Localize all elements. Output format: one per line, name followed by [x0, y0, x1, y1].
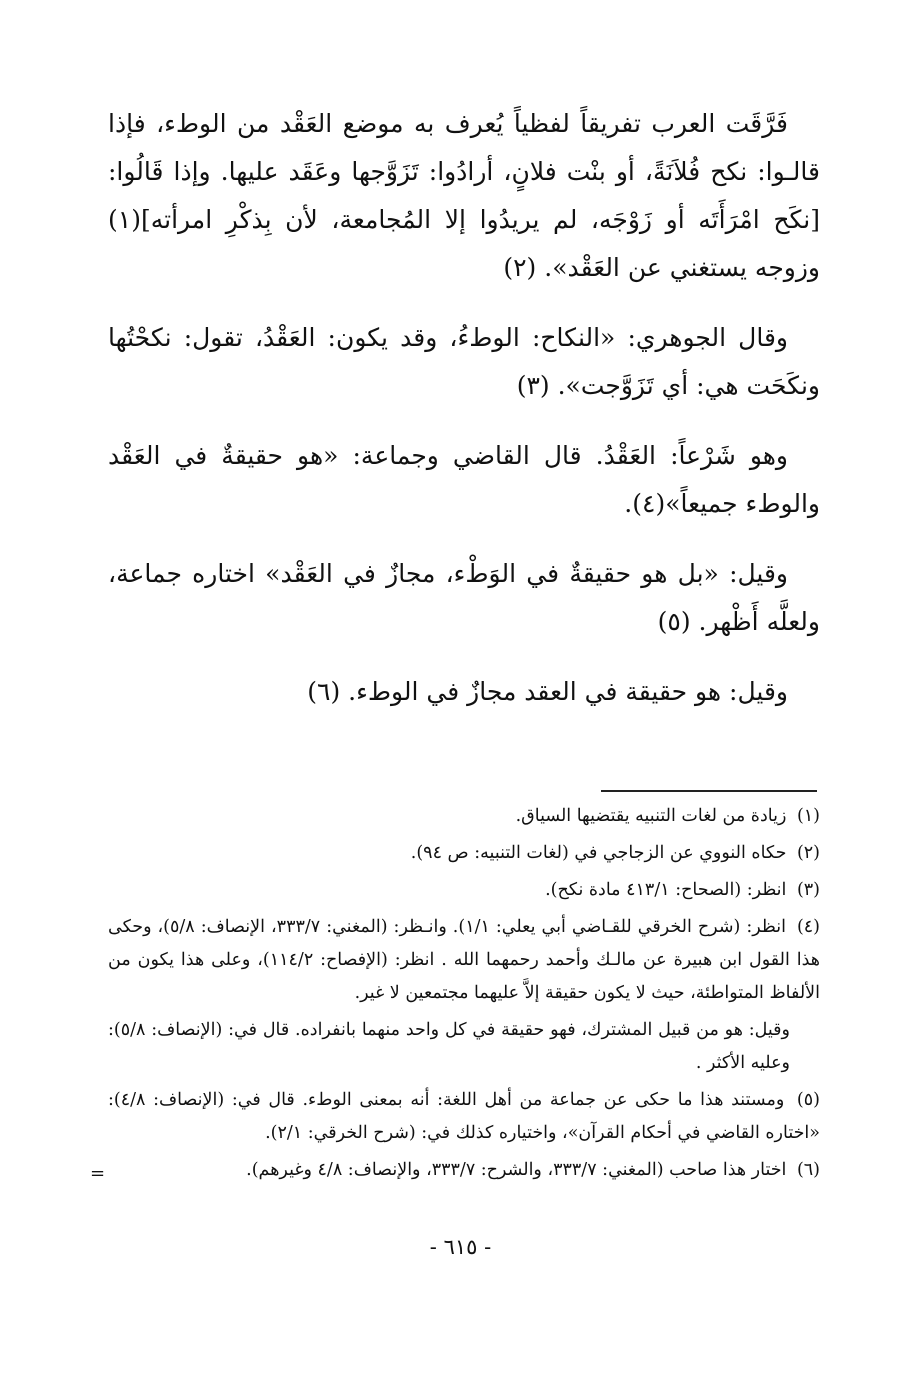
footnote-text: ومستند هذا ما حكى عن جماعة من أهل اللغة: أنه بمعنى الوطء. قال في: (الإنصاف: ٤/٨): «اختاره القاضي في أحكام القرآن»، واختياره كذلك في: (شرح الخرقي: ٢/١). — [108, 1090, 820, 1143]
paragraph-qila-wat: وقيل: «بل هو حقيقةٌ في الوَطْء، مجازٌ في العَقْد» اختاره جماعة، ولعلَّه أَظْهر. (٥) — [108, 559, 820, 636]
paragraph-sharan: وهو شَرْعاً: العَقْدُ. قال القاضي وجماعة: «هو حقيقةٌ في العَقْد والوطء جميعاً»(٤). — [108, 441, 820, 518]
footnote-number: (٢) — [796, 843, 820, 863]
paragraph-jawhari: وقال الجوهري: «النكاح: الوطءُ، وقد يكون: العَقْدُ، تقول: نكحْتُها ونكَحَت هي: أي تَزَوَّجت». (٣) — [108, 323, 820, 400]
paragraph-qila-aqd: وقيل: هو حقيقة في العقد مجازٌ في الوطء. (٦) — [307, 677, 788, 706]
footnote-number: (٦) — [796, 1160, 820, 1180]
paragraph-nikah-arab: فَرَّقَت العرب تفريقاً لفظياً يُعرف به موضع العَقْد من الوطء، فإذا قالـوا: نكح فُلاَنَةً، أو بنْت فلانٍ، أرادُوا: تَزَوَّجها وعَقَد عليها. وإذا قَالُوا: [نكَح امْرَأَتَه أو زَوْجَه، لم يريدُوا إلا المُجامعة، لأن بِذكْرِ امرأته](١) وزوجه يستغني عن العَقْد». (٢) — [108, 109, 820, 282]
footnote-text: حكاه النووي عن الزجاجي في (لغات التنبيه: ص ٩٤). — [410, 843, 787, 863]
footnote-5 — [108, 1084, 820, 1150]
footnote-text: وقيل: هو من قبيل المشترك، فهو حقيقة في كل واحد منهما بانفراده. قال في: (الإنصاف: ٥/٨): وعليه الأكثر . — [108, 1020, 790, 1073]
continuation-mark: = — [90, 1163, 106, 1184]
footnote-text: انظر: (الصحاح: ٤١٣/١ مادة نكح). — [545, 880, 787, 900]
footnote-6 — [108, 1154, 820, 1187]
footnote-4-continuation — [108, 1014, 790, 1080]
footnote-text: اختار هذا صاحب (المغني: ٣٣٣/٧، والشرح: ٣٣٣/٧، والإنصاف: ٤/٨ وغيرهم). — [246, 1160, 787, 1180]
main-text — [108, 100, 820, 738]
footnote-4 — [108, 911, 820, 1010]
footnote-1 — [108, 800, 820, 833]
footnote-separator — [601, 790, 817, 792]
footnote-number: (٤) — [796, 917, 820, 937]
footnote-text: انظر: (شرح الخرقي للقـاضي أبي يعلي: ١/١). وانـظر: (المغني: ٣٣٣/٧، الإنصاف: ٥/٨)، وحكى هذا القول ابن هبيرة عن مالـك وأحمد رحمهما الله . انظر: (الإفصاح: ١١٤/٢)، وعلى هذا يكون من الألفاظ المتواطئة، حيث لا يكون حقيقة إلاَّ عليهما مجتمعين لا غير. — [108, 917, 820, 1003]
footnote-number: (٥) — [796, 1090, 820, 1110]
footnotes — [108, 800, 820, 1191]
footnote-3 — [108, 874, 820, 907]
footnote-text: زيادة من لغات التنبيه يقتضيها السياق. — [515, 806, 787, 826]
footnote-number: (١) — [796, 806, 820, 826]
footnote-number: (٣) — [796, 880, 820, 900]
page-number: - ٦١٥ - — [429, 1235, 492, 1259]
footnote-2 — [108, 837, 820, 870]
